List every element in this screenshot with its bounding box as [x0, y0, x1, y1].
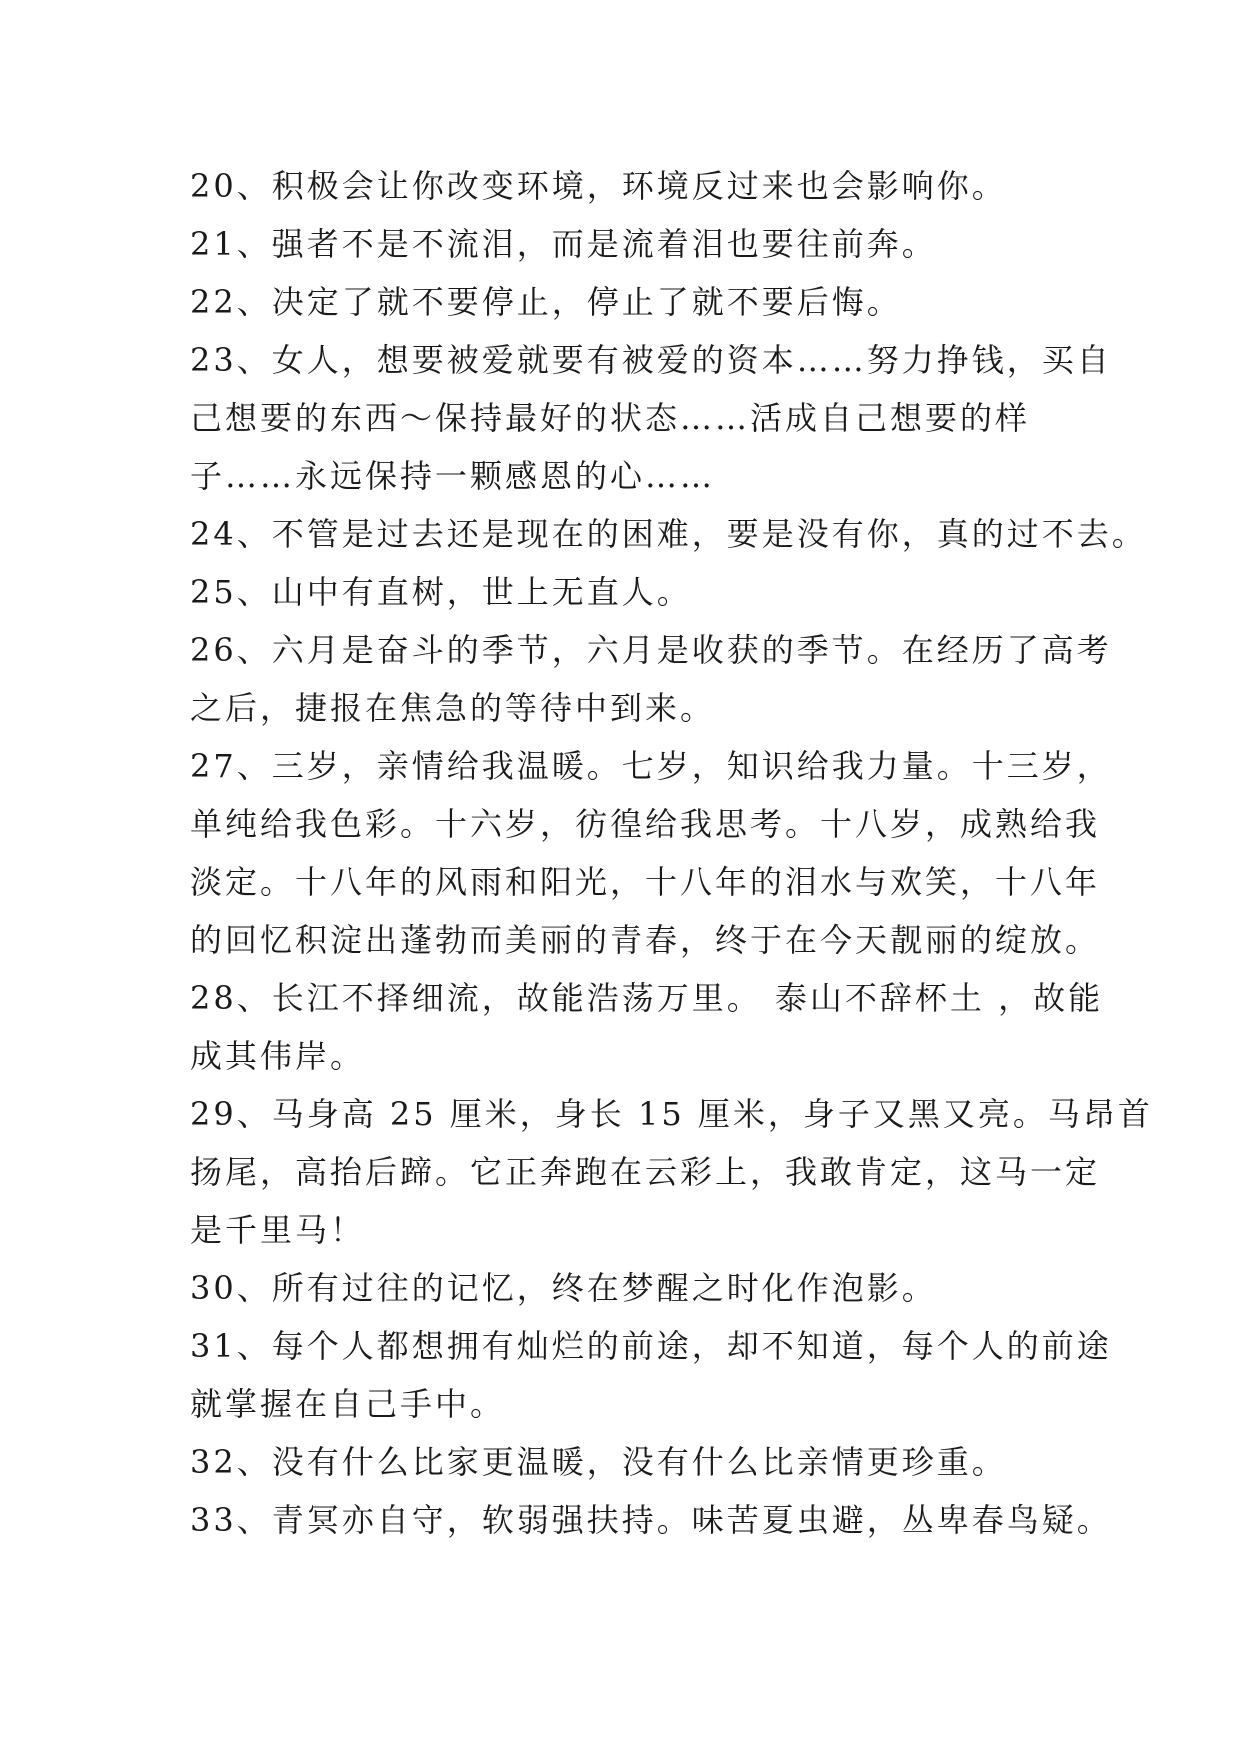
text-line: 24、不管是过去还是现在的困难，要是没有你，真的过不去。	[190, 515, 1147, 553]
text-line: 之后，捷报在焦急的等待中到来。	[190, 689, 716, 727]
text-line: 淡定。十八年的风雨和阳光，十八年的泪水与欢笑，十八年	[190, 863, 1101, 901]
text-line: 32、没有什么比家更温暖，没有什么比亲情更珍重。	[190, 1443, 1007, 1481]
text-line: 29、马身高 25 厘米，身长 15 厘米，身子又黑又亮。马昂首	[190, 1095, 1153, 1133]
text-line: 27、三岁，亲情给我温暖。七岁，知识给我力量。十三岁，	[190, 747, 1112, 785]
text-line: 成其伟岸。	[190, 1037, 366, 1075]
text-line: 26、六月是奋斗的季节，六月是收获的季节。在经历了高考	[190, 631, 1112, 669]
text-line: 扬尾，高抬后蹄。它正奔跑在云彩上，我敢肯定，这马一定	[190, 1153, 1101, 1191]
text-line: 25、山中有直树，世上无直人。	[190, 573, 692, 611]
text-line: 是千里马！	[190, 1211, 366, 1249]
text-line: 己想要的东西～保持最好的状态……活成自己想要的样	[190, 399, 1031, 437]
text-line: 22、决定了就不要停止，停止了就不要后悔。	[190, 283, 902, 321]
text-line: 子……永远保持一颗感恩的心……	[190, 457, 716, 495]
text-line: 31、每个人都想拥有灿烂的前途，却不知道，每个人的前途	[190, 1327, 1112, 1365]
text-line: 28、长江不择细流，故能浩荡万里。 泰山不辞杯土 ，故能	[190, 979, 1104, 1017]
text-line: 33、青冥亦自守，软弱强扶持。味苦夏虫避，丛卑春鸟疑。	[190, 1501, 1112, 1539]
text-line: 30、所有过往的记忆，终在梦醒之时化作泡影。	[190, 1269, 937, 1307]
document-page	[190, 157, 1153, 1549]
text-line: 23、女人，想要被爱就要有被爱的资本……努力挣钱，买自	[190, 341, 1112, 379]
text-line: 20、积极会让你改变环境，环境反过来也会影响你。	[190, 167, 1007, 205]
text-line: 的回忆积淀出蓬勃而美丽的青春，终于在今天靓丽的绽放。	[190, 921, 1101, 959]
text-line: 就掌握在自己手中。	[190, 1385, 506, 1423]
text-line: 单纯给我色彩。十六岁，彷徨给我思考。十八岁，成熟给我	[190, 805, 1101, 843]
text-line: 21、强者不是不流泪，而是流着泪也要往前奔。	[190, 225, 937, 263]
